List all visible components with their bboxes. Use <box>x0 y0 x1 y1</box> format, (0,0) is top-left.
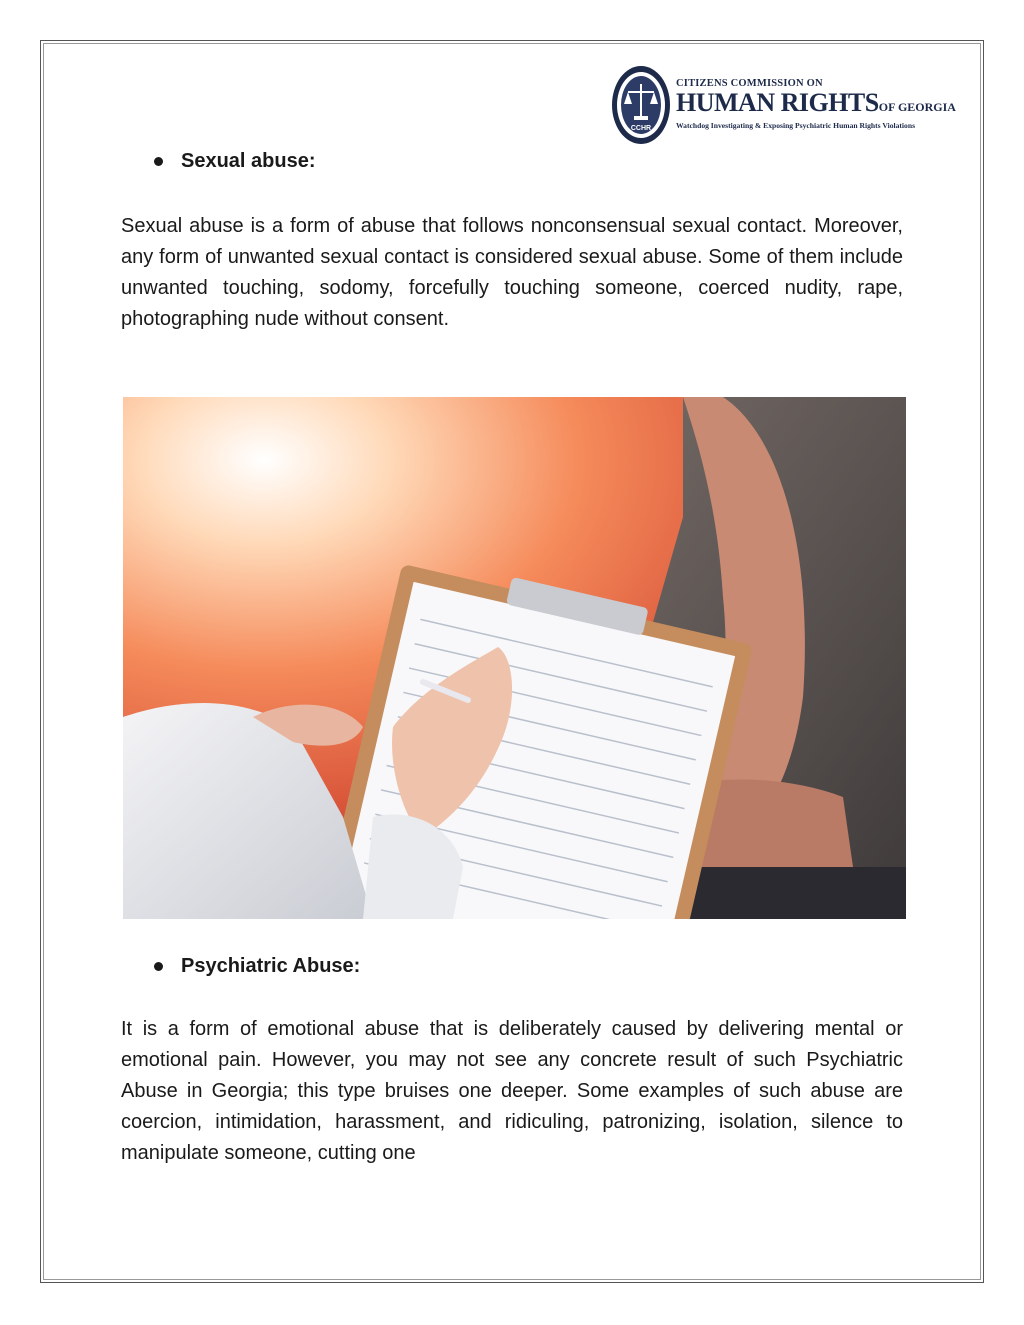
bullet-icon <box>154 157 163 166</box>
clipboard-consultation-illustration <box>123 397 906 919</box>
heading-text: Psychiatric Abuse: <box>181 955 361 977</box>
paragraph-psychiatric-abuse: It is a form of emotional abuse that is deliberately caused by delivering mental or emotional pain. However, you may not see any concrete result of such Psychiatric Abuse in Georgia; this type bruises one deeper. Some examples of such abuse are coercion, intimidation, harassment, and ridiculing, patronizing, isolation, silence to manipulate someone, cutting one <box>121 1018 903 1164</box>
logo-main-text: HUMAN RIGHTS <box>676 88 879 117</box>
cchr-logo <box>608 62 956 154</box>
section-heading-psychiatric-abuse <box>154 955 360 978</box>
logo-tagline: Watchdog Investigating & Exposing Psychiatric Human Rights Violations <box>676 121 916 130</box>
paragraph-sexual-abuse: Sexual abuse is a form of abuse that follows nonconsensual sexual contact. Moreover, any form of unwanted sexual contact is considered sexual abuse. Some of them include unwanted touching, sodomy, forcefully touching someone, coerced nudity, rape, photographing nude without consent. <box>121 215 903 330</box>
logo-suffix-text: OF GEORGIA <box>878 100 956 114</box>
logo-line-1: CITIZENS COMMISSION ON <box>676 78 823 89</box>
bullet-icon <box>154 962 163 971</box>
cchr-seal-icon <box>610 64 672 146</box>
logo-line-2 <box>676 88 956 118</box>
section-heading-sexual-abuse <box>154 150 316 173</box>
consultation-photo <box>123 397 906 919</box>
heading-text: Sexual abuse: <box>181 150 316 172</box>
seal-text: CCHR <box>630 125 652 132</box>
